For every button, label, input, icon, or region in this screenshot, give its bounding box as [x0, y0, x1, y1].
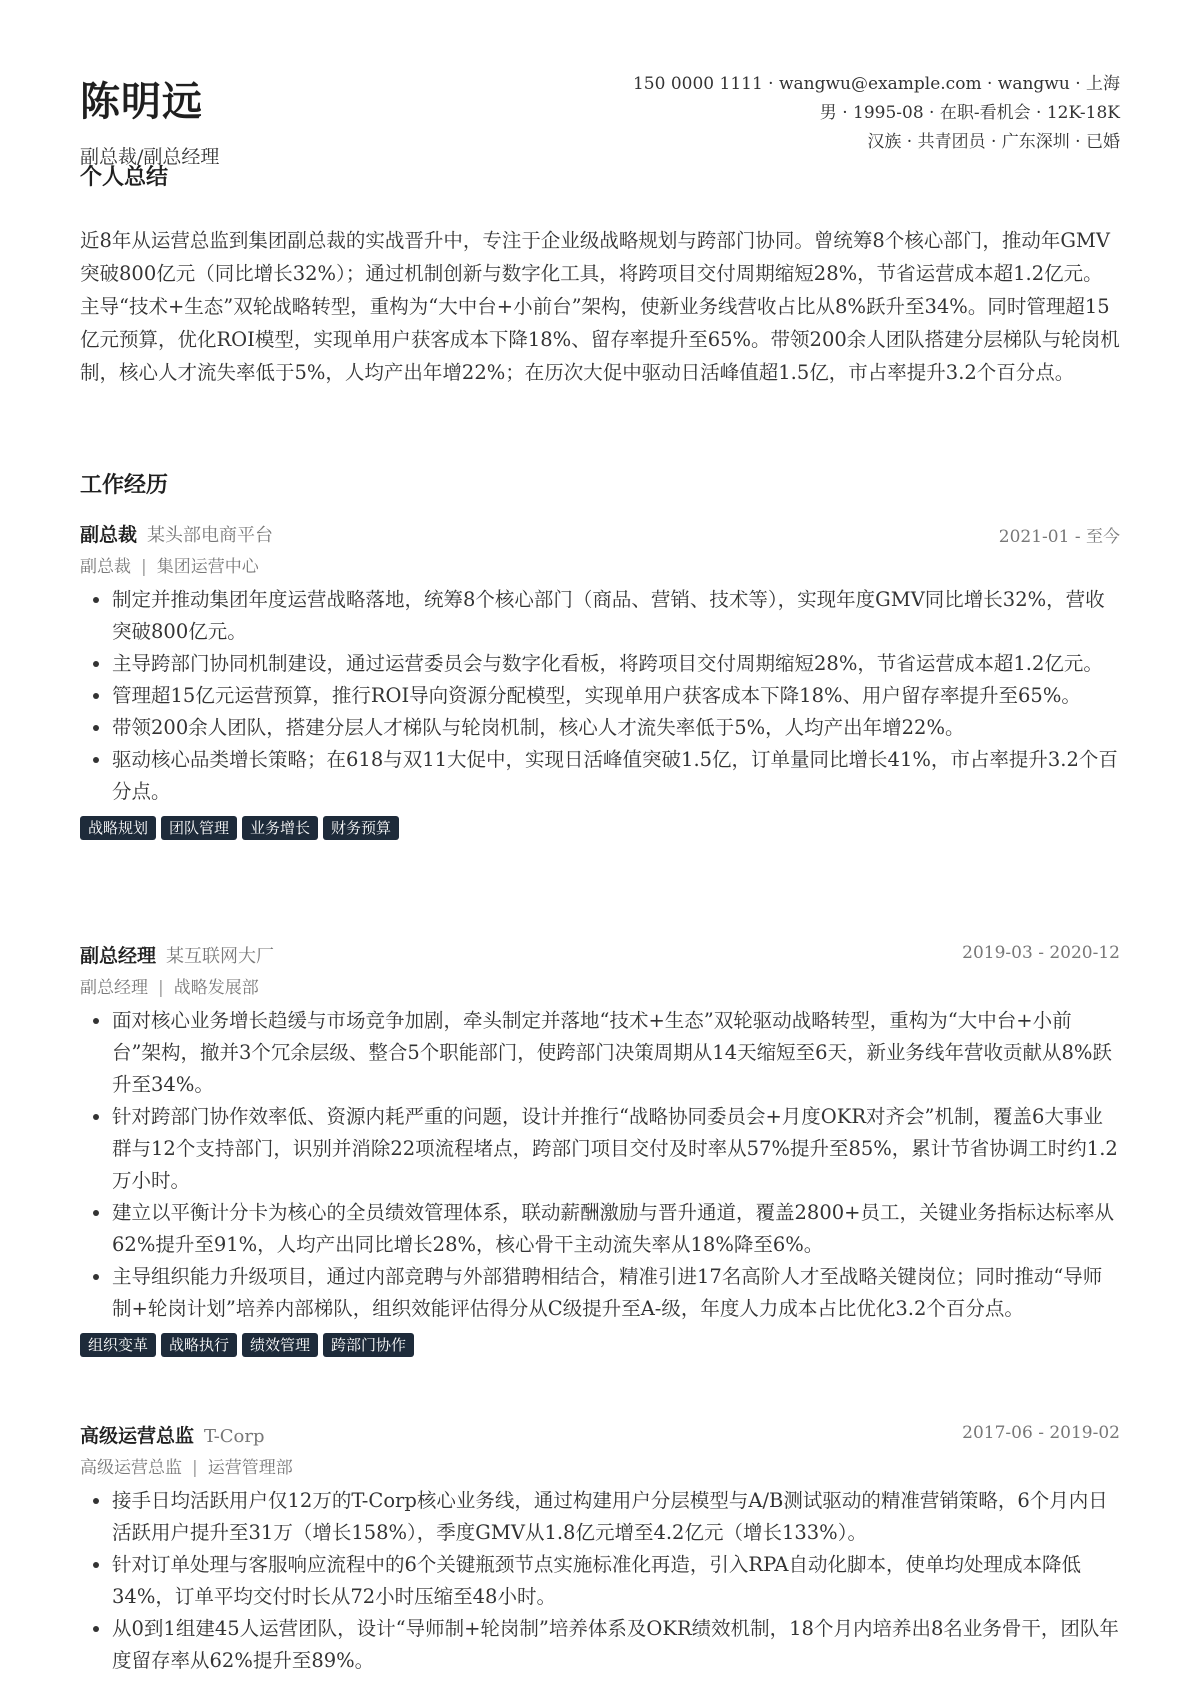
experience-position: 副总经理: [80, 978, 148, 998]
experience-period: 2021-01 - 至今: [998, 527, 1120, 547]
experience-bullets: [80, 1005, 1120, 1325]
experience-department: 集团运营中心: [156, 557, 259, 577]
experience-header: [80, 941, 1120, 971]
skill-tag: 组织变革: [80, 1333, 156, 1357]
skill-tags: [80, 816, 1120, 840]
experience-subtitle: [80, 550, 1120, 584]
experience-item: [80, 520, 1120, 840]
experience-department: 运营管理部: [207, 1458, 293, 1478]
skill-tag: 绩效管理: [242, 1333, 318, 1357]
summary-text: 近8年从运营总监到集团副总裁的实战晋升中，专注于企业级战略规划与跨部门协同。曾统筹8个核心部门，推动年GMV突破800亿元（同比增长32%）；通过机制创新与数字化工具，将跨项目交付周期缩短28%，节省运营成本超1.2亿元。主导“技术+生态”双轮战略转型，重构为“大中台+小前台”架构，使新业务线营收占比从8%跃升至34%。同时管理超15亿元预算，优化ROI模型，实现单用户获客成本下降18%、留存率提升至65%。带领200余人团队搭建分层梯队与轮岗机制，核心人才流失率低于5%，人均产出年增22%；在历次大促中驱动日活峰值超1.5亿，市占率提升3.2个百分点。: [80, 229, 1120, 384]
experience-bullet: • 驱动核心品类增长策略；在618与双11大促中，实现日活峰值突破1.5亿，订单量同比增长41%，市占率提升3.2个百分点。: [112, 744, 1120, 808]
contact-line: 汉族 · 共青团员 · 广东深圳 · 已婚: [867, 132, 1120, 152]
experience-position: 高级运营总监: [80, 1458, 182, 1478]
experience-bullet: • 管理超15亿元运营预算，推行ROI导向资源分配模型，实现单用户获客成本下降18%、用户留存率提升至65%。: [112, 680, 1120, 712]
candidate-title: 副总裁/副总经理: [80, 146, 220, 168]
separator: |: [158, 978, 164, 998]
experience-company: 某头部电商平台: [147, 525, 274, 546]
experience-role: 副总经理: [80, 945, 157, 967]
separator: |: [192, 1458, 198, 1478]
experience-bullet: • 建立以平衡计分卡为核心的全员绩效管理体系，联动薪酬激励与晋升通道，覆盖2800+员工，关键业务指标达标率从62%提升至91%，人均产出同比增长28%，核心骨干主动流失率从18%降至6%。: [112, 1197, 1120, 1261]
experience-period: 2017-06 - 2019-02: [962, 1423, 1120, 1443]
experience-bullet: • 接手日均活跃用户仅12万的T-Corp核心业务线，通过构建用户分层模型与A/B测试驱动的精准营销策略，6个月内日活跃用户提升至31万（增长158%），季度GMV从1.8亿元增至4.2亿元（增长133%）。: [112, 1485, 1120, 1549]
experience-period: 2019-03 - 2020-12: [962, 943, 1120, 963]
experience-item: [80, 1421, 1120, 1677]
experience-position: 副总裁: [80, 557, 131, 577]
experience-bullet: • 从0到1组建45人运营团队，设计“导师制+轮岗制”培养体系及OKR绩效机制，18个月内培养出8名业务骨干，团队年度留存率从62%提升至89%。: [112, 1613, 1120, 1677]
skill-tags: [80, 1333, 1120, 1357]
experience-bullet: • 针对跨部门协作效率低、资源内耗严重的问题，设计并推行“战略协同委员会+月度OKR对齐会”机制，覆盖6大事业群与12个支持部门，识别并消除22项流程堵点，跨部门项目交付及时率从57%提升至85%，累计节省协调工时约1.2万小时。: [112, 1101, 1120, 1197]
experience-bullet: • 带领200余人团队，搭建分层人才梯队与轮岗机制，核心人才流失率低于5%，人均产出年增22%。: [112, 712, 1120, 744]
experience-bullet: • 针对订单处理与客服响应流程中的6个关键瓶颈节点实施标准化再造，引入RPA自动化脚本，使单均处理成本降低34%，订单平均交付时长从72小时压缩至48小时。: [112, 1549, 1120, 1613]
skill-tag: 跨部门协作: [323, 1333, 414, 1357]
experience-company: 某互联网大厂: [166, 946, 275, 967]
skill-tag: 财务预算: [323, 816, 399, 840]
experience-department: 战略发展部: [173, 978, 259, 998]
experience-bullet: • 制定并推动集团年度运营战略落地，统筹8个核心部门（商品、营销、技术等），实现年度GMV同比增长32%，营收突破800亿元。: [112, 584, 1120, 648]
contact-line: 150 0000 1111 · wangwu@example.com · wangwu · 上海: [632, 74, 1120, 94]
skill-tag: 业务增长: [242, 816, 318, 840]
experience-heading: 工作经历: [80, 472, 169, 498]
experience-header: [80, 520, 1120, 550]
experience-role: 高级运营总监: [80, 1425, 195, 1447]
contact-line: 男 · 1995-08 · 在职-看机会 · 12K-18K: [819, 103, 1120, 123]
separator: |: [141, 557, 147, 577]
experience-subtitle: [80, 1451, 1120, 1485]
skill-tag: 战略规划: [80, 816, 156, 840]
skill-tag: 战略执行: [161, 1333, 237, 1357]
candidate-name: 陈明远: [80, 78, 203, 125]
experience-subtitle: [80, 971, 1120, 1005]
experience-header: [80, 1421, 1120, 1451]
skill-tag: 团队管理: [161, 816, 237, 840]
experience-bullets: [80, 584, 1120, 808]
experience-bullet: • 主导组织能力升级项目，通过内部竞聘与外部猎聘相结合，精准引进17名高阶人才至战略关键岗位；同时推动“导师制+轮岗计划”培养内部梯队，组织效能评估得分从C级提升至A-级，年度人力成本占比优化3.2个百分点。: [112, 1261, 1120, 1325]
summary-heading: 个人总结: [80, 164, 169, 190]
contact-info: [633, 70, 1120, 157]
experience-role: 副总裁: [80, 524, 138, 546]
experience-bullet: • 面对核心业务增长趋缓与市场竞争加剧，牵头制定并落地“技术+生态”双轮驱动战略转型，重构为“大中台+小前台”架构，撤并3个冗余层级、整合5个职能部门，使跨部门决策周期从14天缩短至6天，新业务线年营收贡献从8%跃升至34%。: [112, 1005, 1120, 1101]
experience-bullet: • 主导跨部门协同机制建设，通过运营委员会与数字化看板，将跨项目交付周期缩短28%，节省运营成本超1.2亿元。: [112, 648, 1120, 680]
experience-item: [80, 941, 1120, 1357]
experience-company: T-Corp: [204, 1426, 265, 1447]
experience-bullets: [80, 1485, 1120, 1677]
